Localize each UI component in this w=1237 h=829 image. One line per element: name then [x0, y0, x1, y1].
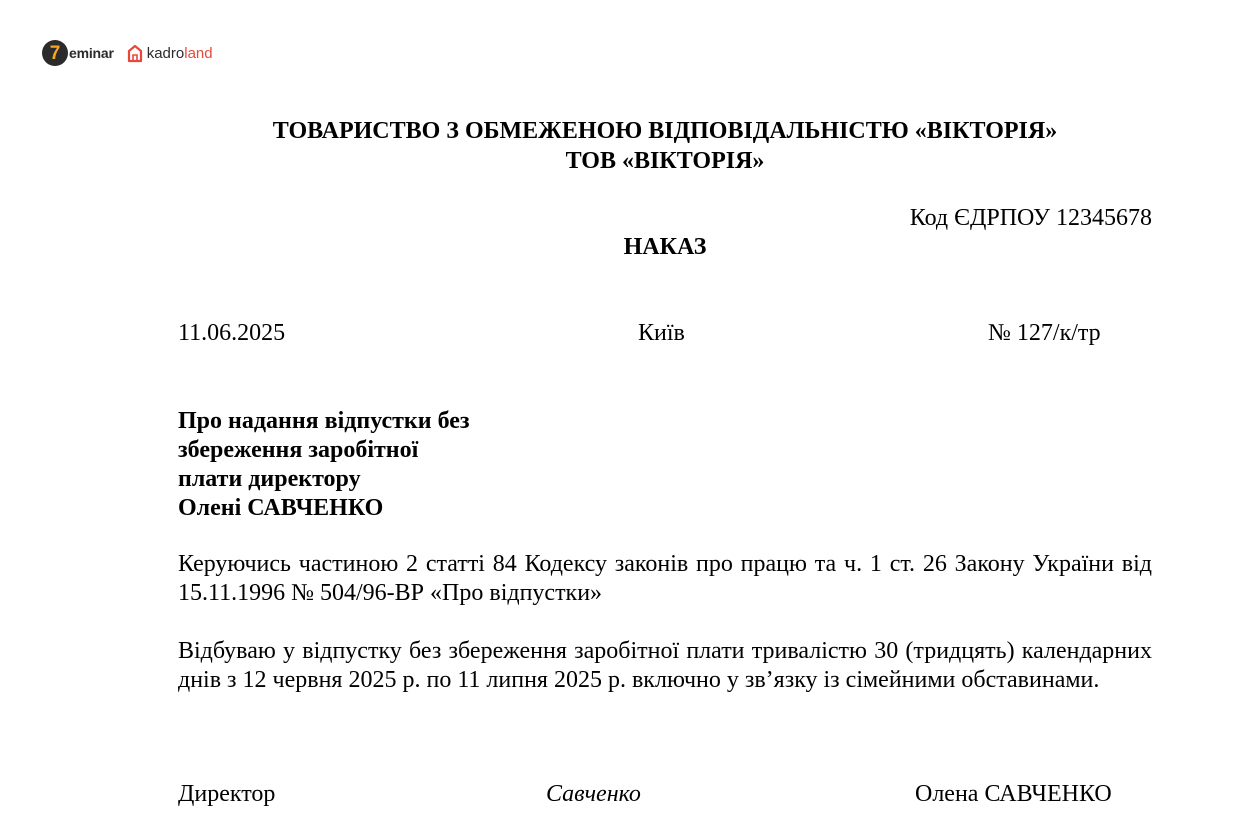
seminar-logo-text: eminar	[69, 45, 114, 61]
logo-bar	[42, 38, 213, 68]
kadroland-logo	[126, 43, 213, 63]
order-city: Київ	[638, 320, 685, 346]
signatory-position: Директор	[178, 781, 276, 807]
subject-line: Олені САВЧЕНКО	[178, 495, 384, 521]
edrpou-code: Код ЄДРПОУ 12345678	[909, 205, 1152, 231]
legal-basis-paragraph: Керуючись частиною 2 статті 84 Кодексу законів про працю та ч. 1 ст. 26 Закону України від 15.11.1996 № 504/96-ВР «Про відпустки»	[178, 551, 1152, 606]
order-number: № 127/к/тр	[988, 320, 1101, 346]
seminar-logo-mark: 7	[49, 42, 61, 64]
subject-line: Про надання відпустки без	[178, 408, 470, 434]
order-date: 11.06.2025	[178, 320, 286, 346]
subject-line: плати директору	[178, 466, 361, 492]
seminar-logo	[42, 40, 114, 66]
kadroland-house-icon	[126, 43, 144, 63]
signatory-name: Олена САВЧЕНКО	[915, 781, 1112, 807]
order-paragraph: Відбуваю у відпустку без збереження заробітної плати тривалістю 30 (тридцять) календарних днів з 12 червня 2025 р. по 11 липня 2025 р. включно у зв’язку із сімейними обставинами.	[178, 638, 1152, 693]
kadroland-logo-accent: land	[184, 44, 213, 62]
document-title: НАКАЗ	[623, 234, 707, 260]
subject-line: збереження заробітної	[178, 437, 419, 463]
seminar-logo-badge	[42, 40, 68, 66]
kadroland-logo-main: kadro	[146, 44, 185, 62]
kadroland-logo-text	[147, 45, 213, 62]
order-subject	[178, 407, 470, 523]
organization-short-name: ТОВ «ВІКТОРІЯ»	[565, 148, 765, 174]
organization-full-name: ТОВАРИСТВО З ОБМЕЖЕНОЮ ВІДПОВІДАЛЬНІСТЮ «ВІКТОРІЯ»	[272, 118, 1058, 144]
handwritten-signature: Савченко	[546, 781, 641, 807]
